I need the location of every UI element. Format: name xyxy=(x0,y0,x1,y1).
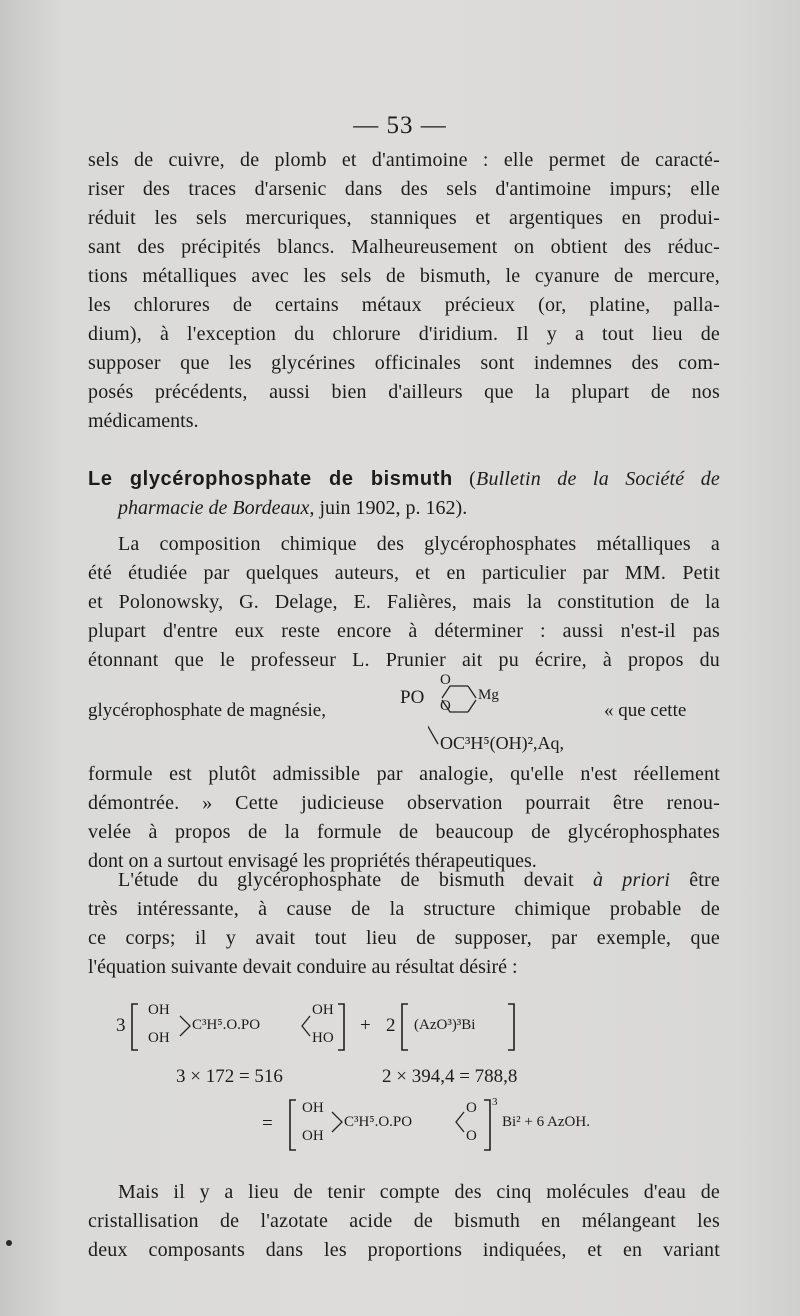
formula-o-bottom: O xyxy=(440,698,451,714)
formula-mg: Mg xyxy=(478,687,499,703)
paragraph-5 xyxy=(88,1178,720,1265)
text-line: dium), à l'exception du chlorure d'iridium. Il y a tout lieu de xyxy=(88,323,720,345)
text-line: médicaments. xyxy=(88,410,199,432)
text-line: sant des précipités blancs. Malheureusement on obtient des réduc- xyxy=(88,236,720,258)
text-line: l'équation suivante devait conduire au résultat désiré : xyxy=(88,956,518,978)
eq-exponent-3: 3 xyxy=(492,1096,498,1108)
text-line: les chlorures de certains métaux précieux (or, platine, palla- xyxy=(88,294,720,316)
heading-source: Bulletin de la Société de xyxy=(476,468,720,490)
text-line: ce corps; il y avait tout lieu de supposer, par exemple, que xyxy=(88,927,720,949)
text-line: deux composants dans les proportions indiquées, et en variant xyxy=(88,1239,720,1261)
text-line: posés précédents, aussi bien d'ailleurs que la plupart de nos xyxy=(88,381,720,403)
text-run: être xyxy=(689,869,720,891)
eq-oh-bottom: OH xyxy=(148,1030,170,1046)
eq-oh-bottom-2: OH xyxy=(302,1128,324,1144)
formula-o-top: O xyxy=(440,672,451,688)
text-line: dont on a surtout envisagé les propriétés thérapeutiques. xyxy=(88,850,537,872)
eq-o-top: O xyxy=(466,1100,477,1116)
heading-source-cont: pharmacie de Bordeaux, xyxy=(118,497,315,519)
eq-c3h5-2: C³H⁵.O.PO xyxy=(344,1114,413,1130)
text-line: plupart d'entre eux reste encore à déterminer : aussi n'est-il pas xyxy=(88,620,720,642)
eq-plus: + xyxy=(360,1015,371,1036)
heading-paren: ( xyxy=(469,468,477,490)
heading-date: juin 1902, p. 162). xyxy=(319,497,468,519)
eq-oh-right: OH xyxy=(312,1002,334,1018)
page-number: — 53 — xyxy=(353,112,447,139)
text-line: réduit les sels mercuriques, stanniques et argentiques en produi- xyxy=(88,207,720,229)
text-line: et Polonowsky, G. Delage, E. Falières, mais la constitution de la xyxy=(88,591,720,613)
eq-equals: = xyxy=(262,1113,273,1134)
eq-coef-3: 3 xyxy=(116,1015,126,1036)
text-line: cristallisation de l'azotate acide de bismuth en mélangeant les xyxy=(88,1210,720,1232)
text-line: démontrée. » Cette judicieuse observation pourrait être renou- xyxy=(88,792,720,814)
formula-quote: « que cette xyxy=(604,700,687,721)
eq-azotate: (AzO³)³Bi xyxy=(414,1017,476,1033)
eq-o-bottom: O xyxy=(466,1128,477,1144)
formula-tail: OC³H⁵(OH)²,Aq, xyxy=(440,733,565,753)
text-line: tions métalliques avec les sels de bismuth, le cyanure de mercure, xyxy=(88,265,720,287)
eq-oh-top: OH xyxy=(148,1002,170,1018)
text-line: formule est plutôt admissible par analogie, qu'elle n'est réellement xyxy=(88,763,720,785)
text-run-italic: à priori xyxy=(592,869,671,891)
formula-magnesie-label: glycérophosphate de magnésie, xyxy=(88,700,326,721)
margin-dot xyxy=(6,1240,12,1246)
text-line: étonnant que le professeur L. Prunier ait pu écrire, à propos du xyxy=(88,649,720,671)
eq-calc-1: 3 × 172 = 516 xyxy=(176,1066,283,1087)
eq-oh-top-2: OH xyxy=(302,1100,324,1116)
text-line: très intéressante, à cause de la structure chimique probable de xyxy=(88,898,720,920)
eq-ho-right: HO xyxy=(312,1030,334,1046)
formula-po: PO xyxy=(400,687,425,708)
text-line: velée à propos de la formule de beaucoup de glycérophosphates xyxy=(88,821,720,843)
text-line: Mais il y a lieu de tenir compte des cinq molécules d'eau de xyxy=(118,1181,720,1203)
eq-c3h5: C³H⁵.O.PO xyxy=(192,1017,261,1033)
eq-result: Bi² + 6 AzOH. xyxy=(502,1114,590,1130)
text-line: riser des traces d'arsenic dans des sels d'antimoine impurs; elle xyxy=(88,178,720,200)
eq-coef-2: 2 xyxy=(386,1015,396,1036)
text-line: La composition chimique des glycérophosphates métalliques a xyxy=(118,533,720,555)
text-line: sels de cuivre, de plomb et d'antimoine : elle permet de caracté- xyxy=(88,149,720,171)
text-line: été étudiée par quelques auteurs, et en particulier par MM. Petit xyxy=(88,562,720,584)
eq-calc-2: 2 × 394,4 = 788,8 xyxy=(382,1066,518,1087)
text-line: supposer que les glycérines officinales sont indemnes des com- xyxy=(88,352,720,374)
text-run: L'étude du glycérophosphate de bismuth devait xyxy=(118,869,574,891)
heading-title: Le glycérophosphate de bismuth xyxy=(88,468,453,490)
